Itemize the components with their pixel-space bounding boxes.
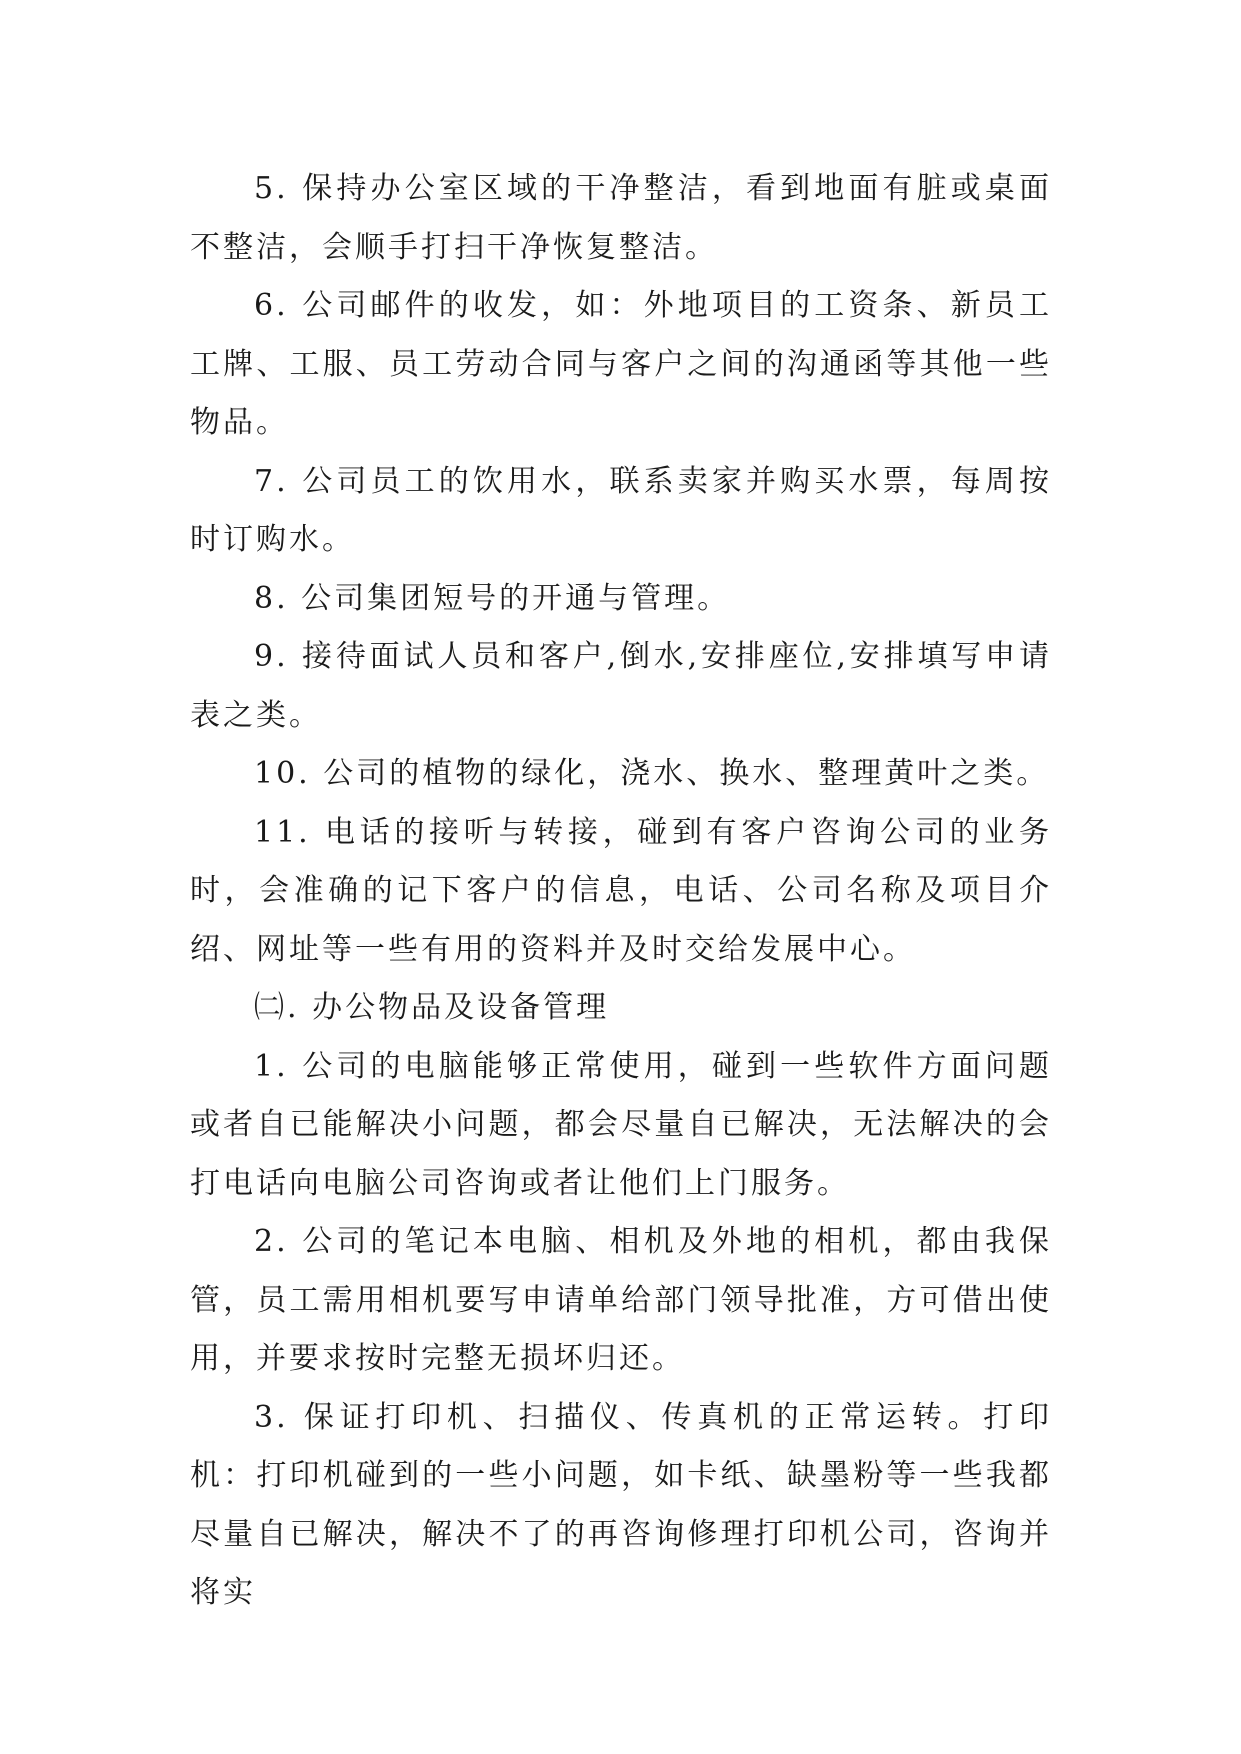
paragraph-item-10: 10. 公司的植物的绿化，浇水、换水、整理黄叶之类。 [254,756,1050,791]
paragraph-item-11: 11. 电话的接听与转接，碰到有客户咨询公司的业务时，会准确的记下客户的信息，电话、公司名称及项目介绍、网址等一些有用的资料并及时交给发展中心。 [190,814,1052,967]
paragraph-item-1: 1. 公司的电脑能够正常使用，碰到一些软件方面问题或者自已能解决小问题，都会尽量自已解决，无法解决的会打电话向电脑公司咨询或者让他们上门服务。 [190,1048,1052,1201]
paragraph-item-6: 6. 公司邮件的收发，如：外地项目的工资条、新员工工牌、工服、员工劳动合同与客户之间的沟通函等其他一些物品。 [190,288,1052,440]
paragraph-item-5: 5. 保持办公室区域的干净整洁，看到地面有脏或桌面不整洁，会顺手打扫干净恢复整洁。 [190,171,1052,265]
paragraph-item-8: 8. 公司集团短号的开通与管理。 [254,580,731,616]
paragraph-item-9: 9. 接待面试人员和客户,倒水,安排座位,安排填写申请表之类。 [190,639,1052,733]
paragraph-item-7: 7. 公司员工的饮用水，联系卖家并购买水票，每周按时订购水。 [190,463,1052,557]
paragraph-item-3: 3. 保证打印机、扫描仪、传真机的正常运转。打印机：打印机碰到的一些小问题，如卡纸、缺墨粉等一些我都尽量自已解决，解决不了的再咨询修理打印机公司，咨询并将实 [190,1399,1052,1610]
section-heading: ㈡. 办公物品及设备管理 [254,990,610,1025]
paragraph-item-2: 2. 公司的笔记本电脑、相机及外地的相机，都由我保管，员工需用相机要写申请单给部门领导批准，方可借出使用，并要求按时完整无损坏归还。 [190,1224,1052,1376]
document-body [190,160,1052,1623]
